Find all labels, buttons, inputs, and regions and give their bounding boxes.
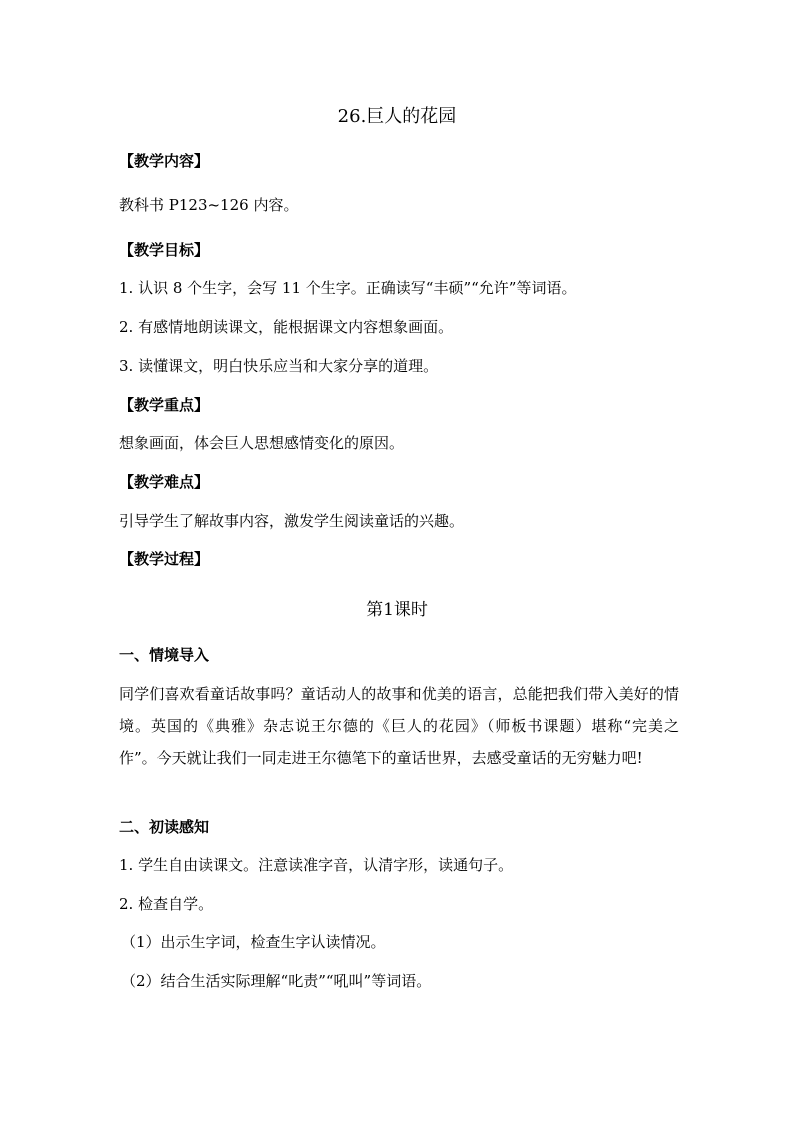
part2-item-2: 2. 检查自学。 <box>119 895 214 913</box>
part1-heading: 一、情境导入 <box>119 646 210 664</box>
section-heading-process: 【教学过程】 <box>119 550 210 568</box>
part2-subitem-1: （1）出示生字词，检查生字认读情况。 <box>121 933 386 951</box>
goal-item-2: 2. 有感情地朗读课文，能根据课文内容想象画面。 <box>119 318 454 336</box>
difficulty-text: 引导学生了解故事内容，激发学生阅读童话的兴趣。 <box>119 512 465 530</box>
part2-item-1: 1. 学生自由读课文。注意读准字音，认清字形，读通句子。 <box>119 856 514 874</box>
goal-item-1: 1. 认识 8 个生字，会写 11 个生字。正确读写“丰硕”“允许”等词语。 <box>119 279 577 297</box>
lesson-title: 第1课时 <box>366 600 428 620</box>
content-text: 教科书 P123~126 内容。 <box>119 196 299 214</box>
section-heading-key: 【教学重点】 <box>119 396 210 414</box>
section-heading-difficulty: 【教学难点】 <box>119 473 210 491</box>
key-text: 想象画面，体会巨人思想感情变化的原因。 <box>119 434 405 452</box>
section-heading-content: 【教学内容】 <box>119 152 210 170</box>
goal-item-3: 3. 读懂课文，明白快乐应当和大家分享的道理。 <box>119 357 439 375</box>
part1-paragraph: 同学们喜欢看童话故事吗？童话动人的故事和优美的语言，总能把我们带入美好的情境。英国的《典雅》杂志说王尔德的《巨人的花园》（师板书课题）堪称“完美之作”。今天就让我们一同走进王尔德笔下的童话世界，去感受童话的无穷魅力吧! <box>119 685 679 767</box>
part2-subitem-2: （2）结合生活实际理解“叱责”“吼叫”等词语。 <box>121 972 432 990</box>
page-title: 26.巨人的花园 <box>337 106 457 127</box>
section-heading-goals: 【教学目标】 <box>119 241 210 259</box>
part2-heading: 二、初读感知 <box>119 818 210 836</box>
